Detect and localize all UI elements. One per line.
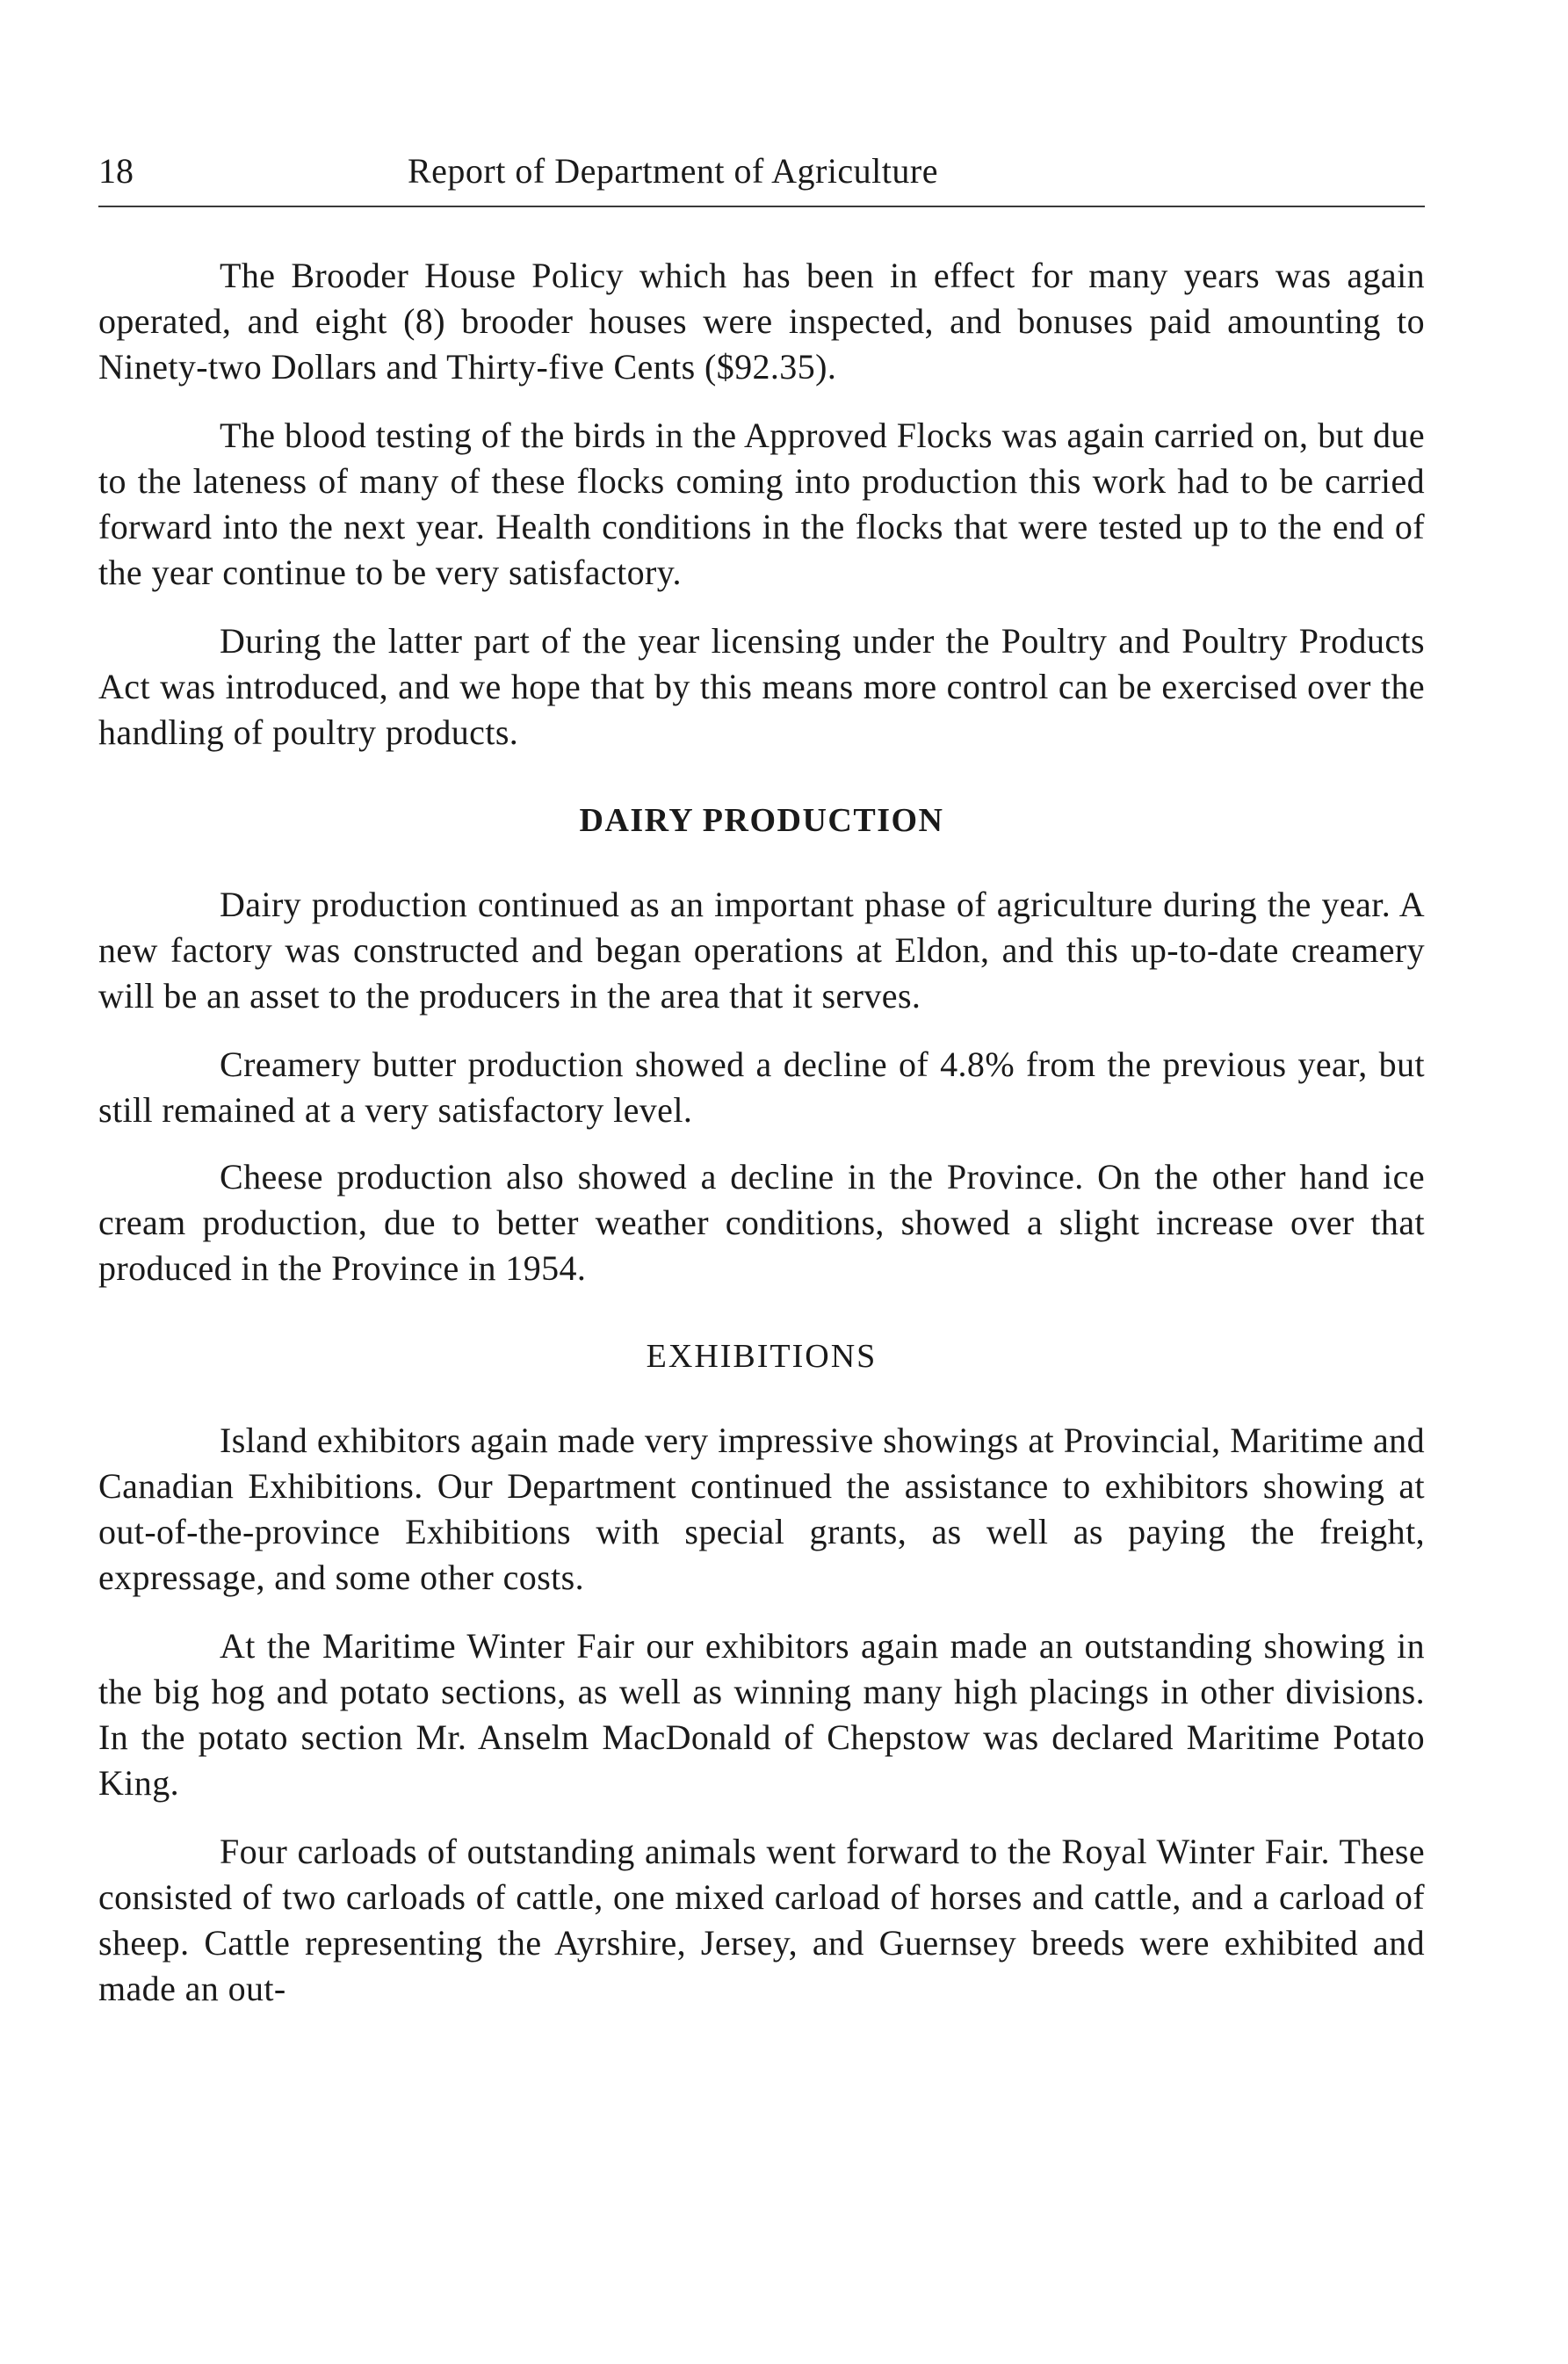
section-heading-dairy: DAIRY PRODUCTION	[579, 802, 944, 839]
paragraph-maritime-winter-fair: At the Maritime Winter Fair our exhibitors again made an outstanding showing in the big hog and potato sections, as well as winning many high placings in other divisions. In the potato section Mr. Anselm MacDonald of Chepstow was declared Maritime Potato King.	[98, 1626, 1425, 1803]
body-text	[98, 253, 1425, 2035]
paragraph-royal-winter-fair: Four carloads of outstanding animals went forward to the Royal Winter Fair. These consisted of two carloads of cattle, one mixed carload of horses and cattle, and a carload of sheep. Cattle representing the Ayrshire, Jersey, and Guernsey breeds were exhibited and made an out-	[98, 1832, 1425, 2008]
paragraph-dairy-production: Dairy production continued as an important phase of agriculture during the year. A new factory was constructed and began operations at Eldon, and this up-to-date creamery will be an asset to the producers in the area that it serves.	[98, 885, 1425, 1016]
page-number: 18	[98, 151, 134, 191]
paragraph-blood-testing: The blood testing of the birds in the Approved Flocks was again carried on, but due to the lateness of many of these flocks coming into production this work had to be carried forward into the next year. Health conditions in the flocks that were tested up to the end of the year continue to be very satisfactory.	[98, 416, 1425, 592]
paragraph-brooder-house-policy: The Brooder House Policy which has been in effect for many years was again operated, and eight (8) brooder houses were inspected, and bonuses paid amounting to Ninety-two Dollars and Thirty-five Cents ($92.35).	[98, 256, 1425, 387]
paragraph-poultry-licensing: During the latter part of the year licensing under the Poultry and Poultry Products Act was introduced, and we hope that by this means more control can be exercised over the handling of poultry products.	[98, 621, 1425, 752]
running-header	[98, 151, 1425, 207]
paragraph-creamery-butter: Creamery butter production showed a decline of 4.8% from the previous year, but still remained at a very satisfactory level.	[98, 1045, 1425, 1130]
paragraph-island-exhibitors: Island exhibitors again made very impressive showings at Provincial, Maritime and Canadian Exhibitions. Our Department continued the assistance to exhibitors showing at out-of-the-province Exhibitions with special grants, as well as paying the freight, expressage, and some other costs.	[98, 1421, 1425, 1597]
section-heading-exhibitions: EXHIBITIONS	[646, 1338, 878, 1375]
running-title: Report of Department of Agriculture	[408, 151, 938, 191]
paragraph-cheese-ice-cream: Cheese production also showed a decline in the Province. On the other hand ice cream production, due to better weather conditions, showed a slight increase over that produced in the Province in 1954.	[98, 1157, 1425, 1288]
